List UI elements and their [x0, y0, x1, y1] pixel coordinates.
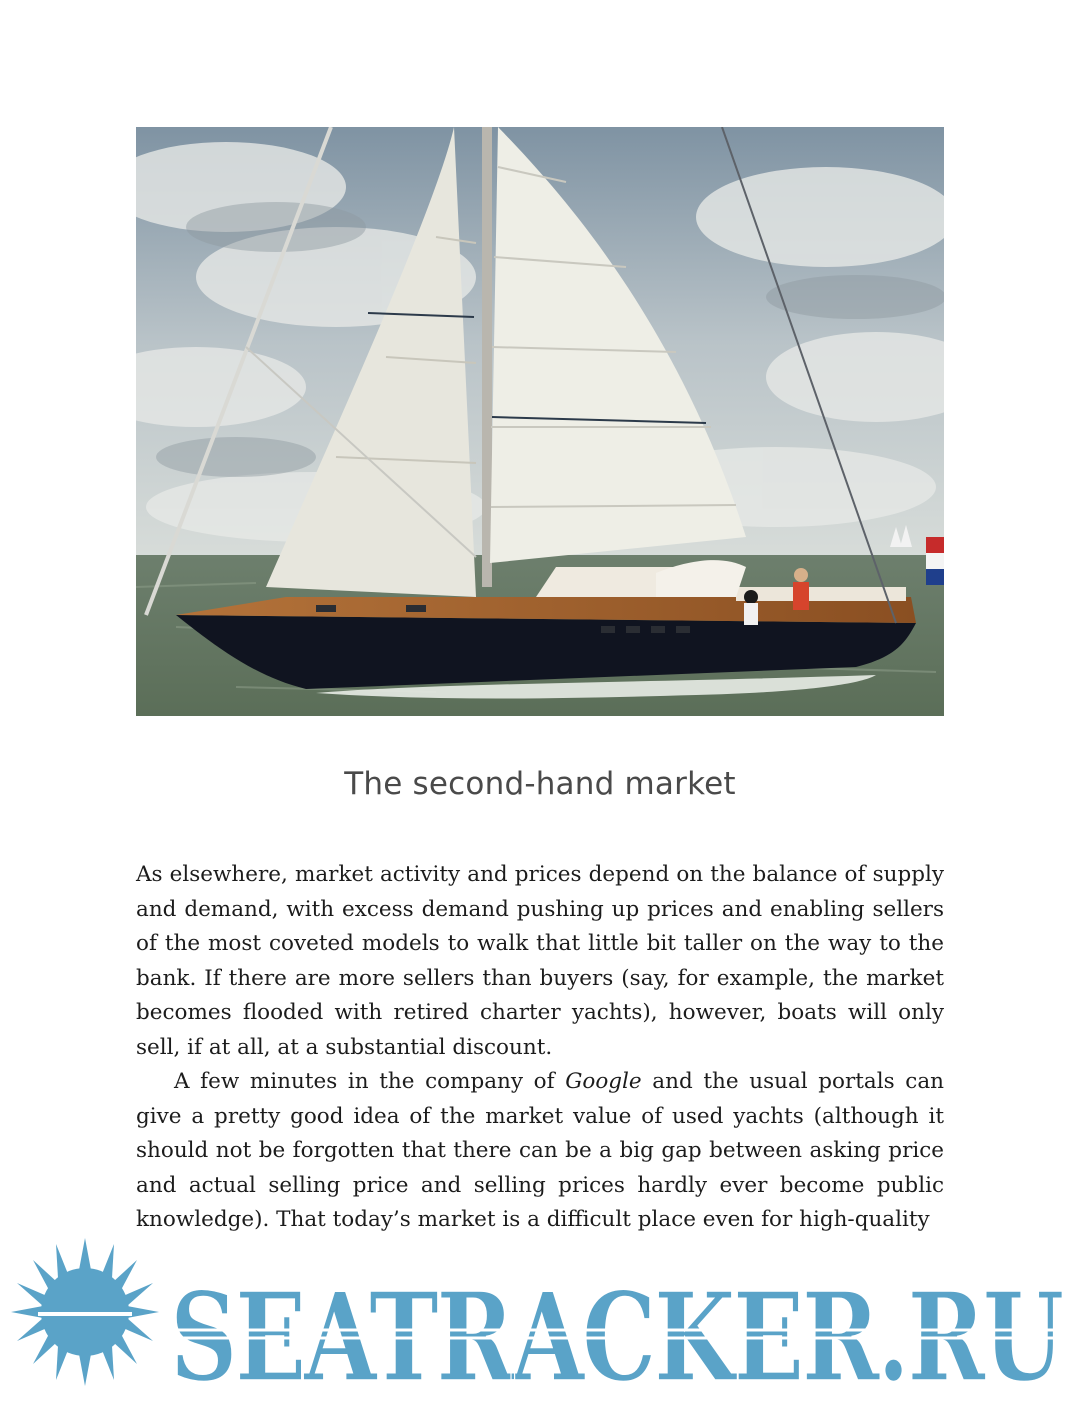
flag	[926, 537, 944, 585]
paragraph-2-end: and the usual portals can give a pretty good idea of the market value of used yachts (although it should not be forgotten that there can be a big gap between asking price and actual selling price and selling prices hardly ever become public knowledge). That today’s market is a difficult place even for high-quality	[136, 1069, 944, 1232]
mast	[482, 127, 492, 587]
sun-logo-icon	[11, 1238, 159, 1386]
watermark-banner	[0, 1230, 1080, 1397]
paragraph-2	[136, 1065, 944, 1238]
yacht-illustration	[136, 127, 944, 716]
paragraph-1: As elsewhere, market activity and prices depend on the balance of supply and demand, with excess demand pushing up prices and enabling sellers of the most coveted models to walk that little bit taller on the way to the bank. If there are more sellers than buyers (say, for example, the market becomes flooded with retired charter yachts), however, boats will only sell, if at all, at a substantial discount.	[136, 862, 944, 1060]
watermark-graphic	[0, 1230, 1080, 1397]
body-text	[136, 858, 944, 1238]
chapter-title: The second-hand market	[344, 766, 736, 802]
watermark-text: SEATRACKER.RU	[170, 1265, 1063, 1397]
paragraph-2-start: A few minutes in the company of	[174, 1069, 566, 1094]
paragraph-2-emphasis: Google	[565, 1069, 642, 1094]
yacht-photo	[136, 127, 944, 716]
